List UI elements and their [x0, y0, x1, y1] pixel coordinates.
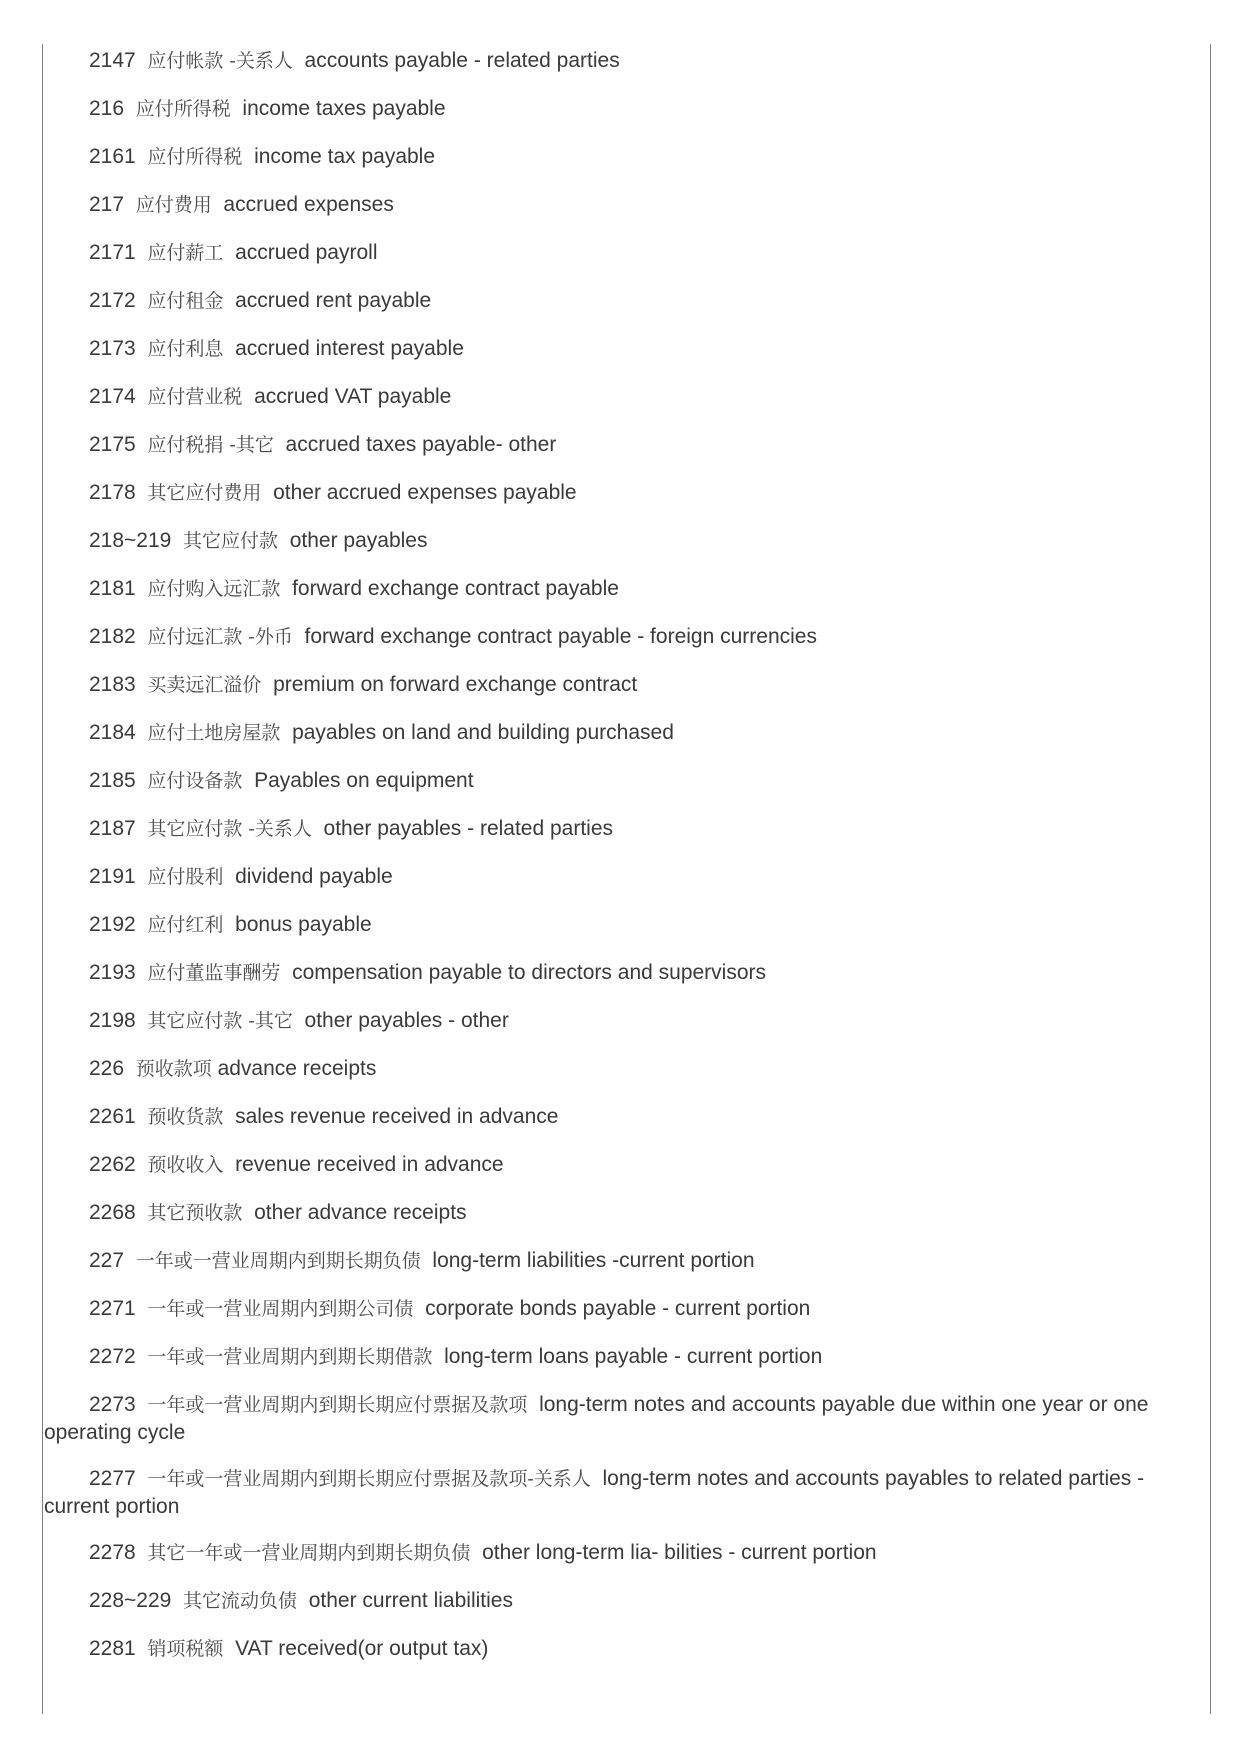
account-name-en: other payables - other — [304, 1009, 509, 1032]
account-name-zh: 应付股利 — [147, 866, 224, 888]
list-item — [44, 1007, 1208, 1035]
account-code: 218~219 — [89, 529, 172, 552]
account-name-en: bonus payable — [235, 913, 372, 936]
account-code: 227 — [89, 1249, 125, 1272]
account-name-zh: 其它应付款 -其它 — [147, 1010, 293, 1032]
account-code: 2273 — [89, 1393, 136, 1416]
account-code: 2181 — [89, 577, 136, 600]
account-name-zh: 其它应付费用 — [147, 482, 262, 504]
list-item — [44, 815, 1208, 843]
account-code: 2192 — [89, 913, 136, 936]
account-name-en: income taxes payable — [242, 97, 446, 120]
account-name-en: revenue received in advance — [235, 1153, 504, 1176]
account-code: 2281 — [89, 1637, 136, 1660]
account-name-zh: 应付红利 — [147, 914, 224, 936]
list-item — [44, 1151, 1208, 1179]
list-item — [44, 1103, 1208, 1131]
account-name-zh: 应付购入远汇款 — [147, 578, 281, 600]
account-name-zh: 一年或一营业周期内到期长期应付票据及款项 — [147, 1394, 528, 1416]
account-name-en: long-term loans payable - current portion — [444, 1345, 823, 1368]
list-item — [44, 191, 1208, 219]
account-code: 217 — [89, 193, 125, 216]
account-name-zh: 应付远汇款 -外币 — [147, 626, 293, 648]
account-name-zh: 买卖远汇溢价 — [147, 674, 262, 696]
account-name-zh: 其它流动负债 — [183, 1590, 298, 1612]
right-margin-rule — [1210, 44, 1211, 1714]
account-name-en: forward exchange contract payable - foreign currencies — [304, 625, 817, 648]
account-name-zh: 应付薪工 — [147, 242, 224, 264]
account-name-en: corporate bonds payable - current portion — [425, 1297, 811, 1320]
list-item — [44, 1343, 1208, 1371]
list-item — [44, 335, 1208, 363]
account-code: 2147 — [89, 49, 136, 72]
account-name-en: VAT received(or output tax) — [235, 1637, 489, 1660]
account-code: 2277 — [89, 1467, 136, 1490]
list-item — [44, 383, 1208, 411]
account-code: 2173 — [89, 337, 136, 360]
account-code: 2175 — [89, 433, 136, 456]
account-name-zh: 预收收入 — [147, 1154, 224, 1176]
account-name-en: other advance receipts — [254, 1201, 467, 1224]
account-name-en: long-term notes and accounts payable due within one year or one operating cycle — [44, 1393, 1149, 1444]
list-item — [44, 1247, 1208, 1275]
list-item — [44, 1295, 1208, 1323]
account-name-en: other accrued expenses payable — [273, 481, 577, 504]
list-item — [44, 1391, 1208, 1447]
account-name-en: other payables — [289, 529, 428, 552]
account-name-zh: 应付租金 — [147, 290, 224, 312]
account-name-zh: 一年或一营业周期内到期长期借款 — [147, 1346, 433, 1368]
account-name-en: other current liabilities — [308, 1589, 513, 1612]
list-item — [44, 1587, 1208, 1615]
account-code: 2193 — [89, 961, 136, 984]
account-code: 2178 — [89, 481, 136, 504]
account-name-en: sales revenue received in advance — [235, 1105, 559, 1128]
account-code: 2171 — [89, 241, 136, 264]
list-item — [44, 95, 1208, 123]
account-list — [44, 47, 1208, 1683]
account-code: 2272 — [89, 1345, 136, 1368]
list-item — [44, 1055, 1208, 1083]
account-code: 228~229 — [89, 1589, 172, 1612]
account-name-zh: 应付费用 — [135, 194, 212, 216]
account-name-zh: 应付营业税 — [147, 386, 243, 408]
account-name-en: accrued VAT payable — [254, 385, 452, 408]
account-code: 2261 — [89, 1105, 136, 1128]
account-name-en: accrued rent payable — [235, 289, 432, 312]
account-code: 2262 — [89, 1153, 136, 1176]
list-item — [44, 767, 1208, 795]
list-item — [44, 431, 1208, 459]
list-item — [44, 863, 1208, 891]
list-item — [44, 959, 1208, 987]
account-name-en: other long-term lia- bilities - current portion — [482, 1541, 877, 1564]
account-name-en: long-term notes and accounts payables to related parties - current portion — [44, 1467, 1145, 1518]
list-item — [44, 143, 1208, 171]
account-name-en: compensation payable to directors and supervisors — [292, 961, 767, 984]
account-name-zh: 应付利息 — [147, 338, 224, 360]
account-name-zh: 其它一年或一营业周期内到期长期负债 — [147, 1542, 471, 1564]
account-name-zh: 应付税捐 -其它 — [147, 434, 274, 456]
account-code: 2187 — [89, 817, 136, 840]
account-code: 2183 — [89, 673, 136, 696]
account-name-en: other payables - related parties — [323, 817, 614, 840]
list-item — [44, 239, 1208, 267]
account-code: 2198 — [89, 1009, 136, 1032]
account-code: 2161 — [89, 145, 136, 168]
account-name-en: accrued expenses — [223, 193, 394, 216]
list-item — [44, 1635, 1208, 1663]
account-name-zh: 预收款项 — [135, 1058, 212, 1080]
account-name-zh: 预收货款 — [147, 1106, 224, 1128]
account-name-zh: 一年或一营业周期内到期公司债 — [147, 1298, 414, 1320]
account-code: 2182 — [89, 625, 136, 648]
account-name-en: dividend payable — [235, 865, 393, 888]
account-code: 2278 — [89, 1541, 136, 1564]
account-name-en: long-term liabilities -current portion — [432, 1249, 755, 1272]
account-code: 2268 — [89, 1201, 136, 1224]
list-item — [44, 719, 1208, 747]
account-name-en: accrued taxes payable- other — [285, 433, 557, 456]
list-item — [44, 287, 1208, 315]
account-code: 2174 — [89, 385, 136, 408]
account-name-zh: 应付设备款 — [147, 770, 243, 792]
list-item — [44, 911, 1208, 939]
account-name-en: forward exchange contract payable — [292, 577, 619, 600]
list-item — [44, 527, 1208, 555]
left-margin-rule — [42, 44, 43, 1714]
account-code: 2172 — [89, 289, 136, 312]
account-name-zh: 应付土地房屋款 — [147, 722, 281, 744]
account-name-en: payables on land and building purchased — [292, 721, 674, 744]
list-item — [44, 479, 1208, 507]
list-item — [44, 47, 1208, 75]
account-name-zh: 其它应付款 — [183, 530, 279, 552]
account-name-en: accrued payroll — [235, 241, 378, 264]
account-name-en: accounts payable - related parties — [304, 49, 620, 72]
account-name-en: accrued interest payable — [235, 337, 464, 360]
account-name-zh: 应付所得税 — [135, 98, 231, 120]
account-name-zh: 一年或一营业周期内到期长期应付票据及款项-关系人 — [147, 1468, 591, 1490]
list-item — [44, 623, 1208, 651]
account-code: 2191 — [89, 865, 136, 888]
account-name-en: income tax payable — [254, 145, 436, 168]
account-name-zh: 其它预收款 — [147, 1202, 243, 1224]
account-name-en: advance receipts — [217, 1057, 377, 1080]
account-name-zh: 应付所得税 — [147, 146, 243, 168]
account-name-zh: 应付董监事酬劳 — [147, 962, 281, 984]
account-name-zh: 一年或一营业周期内到期长期负债 — [135, 1250, 421, 1272]
account-name-en: premium on forward exchange contract — [273, 673, 638, 696]
list-item — [44, 575, 1208, 603]
account-code: 2271 — [89, 1297, 136, 1320]
account-code: 216 — [89, 97, 125, 120]
account-name-en: Payables on equipment — [254, 769, 474, 792]
account-name-zh: 应付帐款 -关系人 — [147, 50, 293, 72]
account-code: 2184 — [89, 721, 136, 744]
account-code: 2185 — [89, 769, 136, 792]
account-name-zh: 销项税额 — [147, 1638, 224, 1660]
list-item — [44, 1465, 1208, 1521]
list-item — [44, 1199, 1208, 1227]
account-code: 226 — [89, 1057, 125, 1080]
list-item — [44, 1539, 1208, 1567]
list-item — [44, 671, 1208, 699]
account-name-zh: 其它应付款 -关系人 — [147, 818, 312, 840]
